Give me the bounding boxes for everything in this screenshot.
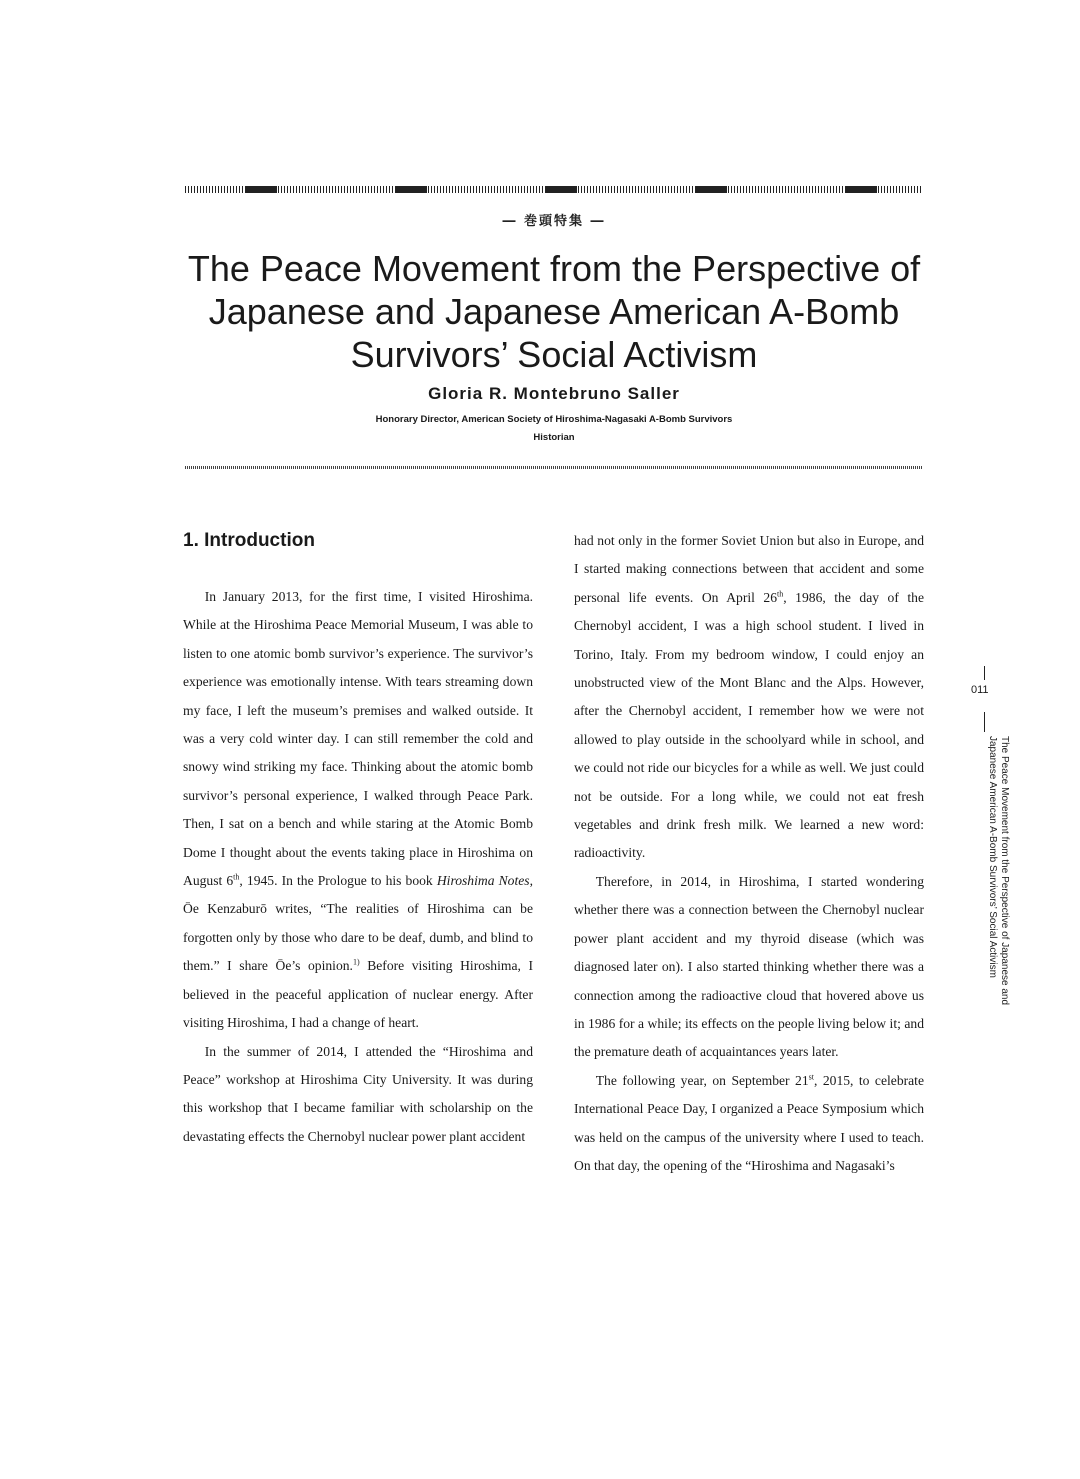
paragraph: Therefore, in 2014, in Hiroshima, I started wondering whether there was a connection between the Chernobyl nuclear power plant accident and my thyroid disease (which was diagnosed later on). I also started thinking whether there was a connection among the radioactive cloud that hovered above us in 1986 for a while; its effects on the people living below it; and the premature death of acquaintances years later.	[574, 873, 924, 1060]
paragraph-continued: had not only in the former Soviet Union but also in Europe, and I started making connections between that accident and some personal life events. On April 26th, 1986, the day of the Chernobyl accident, I was a high school student. I lived in Torino, Italy. From my bedroom window, I could enjoy an unobstructed view of the Mont Blanc and the Alps. However, after the Chernobyl accident, I remember how we were not allowed to play outside in the schoolyard while in school, and we could not ride our bicycles for a while as well. We just could not be outside. For a long while, we could not eat fresh vegetables and drink fresh milk. We learned a new word: radioactivity.	[574, 533, 924, 861]
header-dotted-rule	[185, 466, 923, 469]
page-number: 011	[971, 684, 989, 696]
running-head: The Peace Movement from the Perspective of Japanese and Japanese American A-Bomb Survivors’ Social Activism	[987, 736, 1010, 1006]
header-decorative-rule	[185, 186, 923, 193]
author-name: Gloria R. Montebruno Saller	[428, 384, 680, 403]
author-role: Historian	[533, 432, 575, 443]
paragraph: In the summer of 2014, I attended the “Hiroshima and Peace” workshop at Hiroshima City University. It was during this workshop that I became familiar with scholarship on the devastating effects the Chernobyl nuclear power plant accident	[183, 1043, 533, 1144]
footnote-ref[interactable]: 1)	[352, 957, 360, 967]
right-column	[574, 527, 924, 1180]
paragraph: In January 2013, for the first time, I visited Hiroshima. While at the Hiroshima Peace Memorial Museum, I was able to listen to one atomic bomb survivor’s experience. The survivor’s experience was emotionally intense. With tears streaming down my face, I left the museum’s premises and walked outside. It was a very cold winter day. I can still remember the cold and snowy wind striking my face. Thinking about the atomic bomb survivor’s personal experience, I walked through Peace Park. Then, I sat on a bench and while staring at the Atomic Bomb Dome I thought about the events taking place in Hiroshima on August 6th, 1945. In the Prologue to his book Hiroshima Notes, Ōe Kenzaburō writes, “The realities of Hiroshima can be forgotten only by those who dare to be deaf, dumb, and blind to them.” I share Ōe’s opinion.$^{1)}$ Before visiting Hiroshima, I believed in the peaceful application of nuclear energy. After visiting Hiroshima, I had a change of heart.	[183, 589, 533, 1031]
book-title: Hiroshima Notes	[436, 873, 530, 889]
margin-rule-bottom	[984, 712, 985, 732]
margin-rule-top	[984, 666, 985, 680]
feature-kicker: ― 巻頭特集 ―	[502, 214, 606, 229]
section-heading: 1. Introduction	[183, 530, 315, 551]
author-affiliation: Honorary Director, American Society of Hiroshima-Nagasaki A-Bomb Survivors	[375, 414, 733, 425]
left-column	[183, 527, 533, 1151]
article-title: The Peace Movement from the Perspective of Japanese and Japanese American A-Bomb Survivors’ Social Activism	[187, 248, 921, 375]
paragraph: The following year, on September 21st, 2015, to celebrate International Peace Day, I organized a Peace Symposium which was held on the campus of the university where I used to teach. On that day, the opening of the “Hiroshima and Nagasaki’s	[574, 1072, 924, 1173]
